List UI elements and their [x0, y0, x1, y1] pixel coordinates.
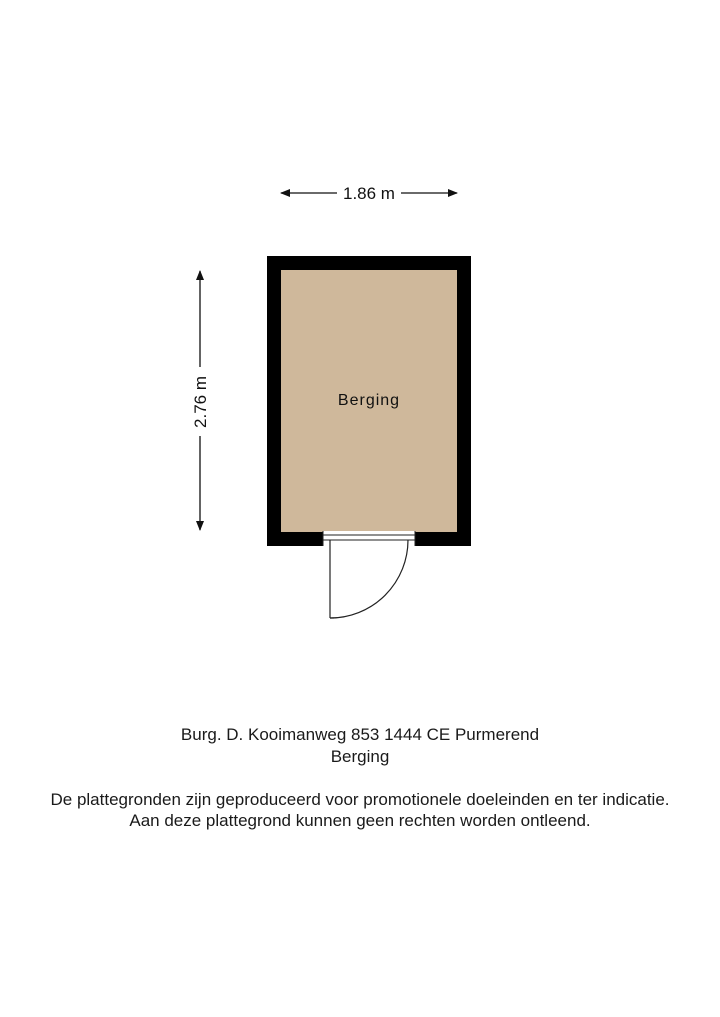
height-dimension-label: 2.76 m	[191, 376, 210, 428]
width-dimension-label: 1.86 m	[343, 184, 395, 203]
disclaimer-line-1: De plattegronden zijn geproduceerd voor promotionele doeleinden en ter indicatie.	[50, 790, 670, 809]
width-dimension	[281, 184, 457, 203]
disclaimer-line-2: Aan deze plattegrond kunnen geen rechten worden ontleend.	[129, 811, 591, 830]
height-dimension	[191, 271, 210, 530]
floor-name-line: Berging	[330, 747, 390, 766]
door-opening	[323, 531, 415, 547]
address-line: Burg. D. Kooimanweg 853 1444 CE Purmerend	[180, 725, 540, 744]
room-berging	[267, 256, 471, 618]
room-label: Berging	[337, 392, 401, 409]
door-swing-icon	[330, 540, 408, 618]
